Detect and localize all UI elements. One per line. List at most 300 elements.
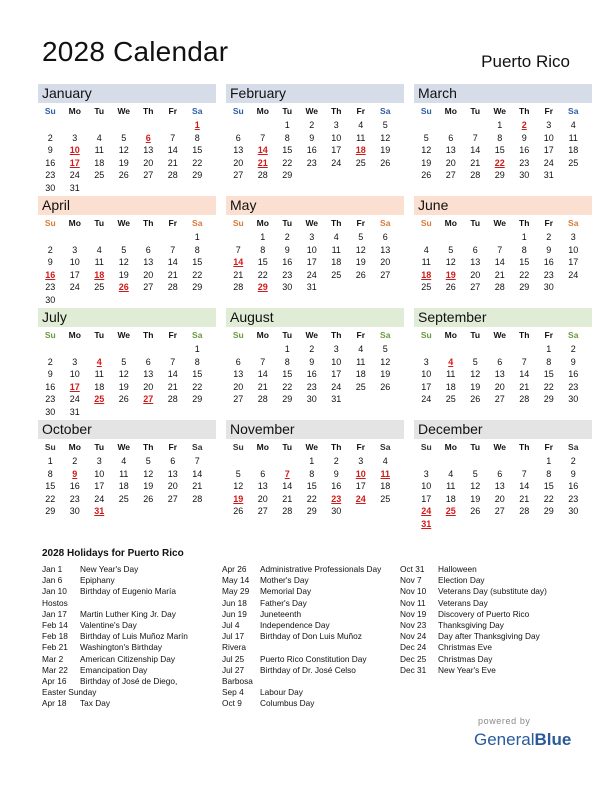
week-row bbox=[38, 368, 216, 381]
day-cell: 6 bbox=[170, 456, 176, 466]
day-cell: 2 bbox=[570, 344, 576, 354]
week-row bbox=[414, 169, 592, 182]
day-cell: 28 bbox=[257, 394, 268, 405]
week-row bbox=[226, 144, 404, 157]
day-cell: 28 bbox=[233, 282, 244, 293]
day-cell: 20 bbox=[494, 381, 505, 392]
month-name: June bbox=[414, 196, 592, 215]
weekday-header bbox=[38, 439, 216, 455]
day-cell: 26 bbox=[355, 269, 366, 280]
day-cell: 19 bbox=[470, 493, 481, 504]
day-cell: 14 bbox=[192, 468, 203, 479]
weekday-label: Mo bbox=[444, 218, 457, 228]
day-cell: 11 bbox=[446, 481, 456, 492]
day-cell: 24 bbox=[421, 394, 432, 405]
weekday-label: Th bbox=[519, 218, 530, 228]
day-cell: 23 bbox=[69, 493, 80, 504]
day-cell: 23 bbox=[519, 157, 530, 168]
day-cell: 9 bbox=[333, 468, 339, 479]
weekday-label: We bbox=[305, 330, 319, 340]
day-cell: 13 bbox=[143, 145, 154, 156]
day-cell: 24 bbox=[568, 269, 579, 280]
day-cell: 2 bbox=[333, 456, 339, 466]
day-cell: 24 bbox=[543, 157, 554, 168]
day-cell: 23 bbox=[543, 269, 554, 280]
day-cell: 5 bbox=[472, 356, 478, 367]
day-cell: 2 bbox=[72, 456, 78, 466]
holiday-name: Birthday of Eugenio María bbox=[80, 586, 176, 597]
day-cell: 14 bbox=[257, 145, 268, 156]
day-cell: 30 bbox=[45, 294, 56, 305]
holiday-name: Christmas Day bbox=[438, 653, 493, 664]
day-cell: 7 bbox=[260, 356, 266, 367]
day-cell: 7 bbox=[260, 132, 266, 143]
empty-cell bbox=[439, 343, 464, 356]
day-cell: 29 bbox=[257, 282, 268, 293]
week-row bbox=[226, 468, 404, 481]
week-row bbox=[38, 269, 216, 282]
empty-cell bbox=[161, 294, 186, 307]
day-cell: 3 bbox=[72, 244, 78, 255]
month-may bbox=[226, 196, 404, 307]
day-cell: 18 bbox=[94, 157, 105, 168]
day-cell: 7 bbox=[284, 468, 290, 479]
weekday-label: Th bbox=[331, 442, 342, 452]
day-cell: 4 bbox=[96, 356, 102, 367]
holiday-date: Jul 27 bbox=[222, 664, 245, 675]
weekday-header bbox=[226, 103, 404, 119]
empty-cell bbox=[439, 119, 464, 132]
day-cell: 9 bbox=[72, 468, 78, 479]
day-cell: 24 bbox=[421, 506, 432, 517]
weekday-label: Th bbox=[143, 442, 154, 452]
weekday-label: We bbox=[305, 218, 319, 228]
day-cell: 13 bbox=[445, 145, 456, 156]
day-cell: 11 bbox=[446, 369, 456, 380]
holiday-name: American Citizenship Day bbox=[80, 653, 175, 664]
day-cell: 11 bbox=[380, 468, 390, 479]
day-cell: 1 bbox=[194, 232, 200, 242]
day-cell: 22 bbox=[519, 269, 530, 280]
weekday-label: We bbox=[117, 106, 131, 116]
weekday-label: Th bbox=[331, 218, 342, 228]
month-july bbox=[38, 308, 216, 419]
holiday-name: Birthday of Don Luis Muñoz bbox=[260, 631, 362, 642]
weekday-label: Sa bbox=[380, 106, 391, 116]
day-cell: 17 bbox=[69, 381, 80, 392]
empty-cell bbox=[439, 455, 464, 468]
day-cell: 23 bbox=[306, 157, 317, 168]
day-cell: 2 bbox=[546, 232, 552, 242]
day-cell: 9 bbox=[47, 145, 53, 156]
weekday-label: Fr bbox=[356, 330, 365, 340]
day-cell: 10 bbox=[421, 369, 432, 380]
day-cell: 15 bbox=[282, 369, 293, 380]
day-cell: 28 bbox=[519, 394, 530, 405]
weekday-label: Mo bbox=[256, 218, 269, 228]
holiday-date: Jul 25 bbox=[222, 653, 245, 664]
day-cell: 12 bbox=[355, 244, 366, 255]
day-cell: 14 bbox=[470, 145, 481, 156]
day-cell: 18 bbox=[568, 145, 579, 156]
day-cell: 29 bbox=[192, 282, 203, 293]
month-june bbox=[414, 196, 592, 307]
week-row bbox=[414, 381, 592, 394]
day-cell: 13 bbox=[470, 257, 481, 268]
holiday-name-continued: Easter Sunday bbox=[42, 687, 97, 698]
holiday-item bbox=[400, 665, 576, 676]
day-cell: 27 bbox=[233, 170, 244, 181]
weekday-label: We bbox=[493, 106, 507, 116]
holiday-name-continued: Barbosa bbox=[222, 676, 253, 687]
weekday-label: Mo bbox=[256, 330, 269, 340]
day-cell: 11 bbox=[94, 369, 104, 380]
week-row bbox=[38, 157, 216, 170]
day-cell: 15 bbox=[306, 481, 317, 492]
day-cell: 20 bbox=[445, 157, 456, 168]
week-row bbox=[38, 356, 216, 369]
weekday-label: Su bbox=[232, 218, 244, 228]
day-cell: 8 bbox=[521, 244, 527, 255]
day-cell: 28 bbox=[282, 506, 293, 517]
weekday-label: Th bbox=[519, 442, 530, 452]
day-cell: 8 bbox=[194, 356, 200, 367]
day-cell: 2 bbox=[309, 120, 315, 130]
day-cell: 19 bbox=[355, 257, 366, 268]
day-cell: 25 bbox=[94, 282, 105, 293]
weekday-label: Sa bbox=[568, 330, 579, 340]
day-cell: 2 bbox=[309, 344, 315, 354]
holiday-item bbox=[400, 642, 576, 653]
day-cell: 29 bbox=[543, 394, 554, 405]
day-cell: 11 bbox=[356, 356, 366, 367]
weekday-label: Mo bbox=[68, 218, 81, 228]
weekday-header bbox=[226, 215, 404, 231]
day-cell: 30 bbox=[282, 282, 293, 293]
day-cell: 4 bbox=[358, 344, 364, 354]
day-cell: 15 bbox=[192, 369, 203, 380]
day-cell: 9 bbox=[570, 356, 576, 367]
day-cell: 25 bbox=[94, 170, 105, 181]
month-name: October bbox=[38, 420, 216, 439]
day-cell: 19 bbox=[421, 157, 432, 168]
day-cell: 19 bbox=[380, 145, 391, 156]
brand-logo[interactable] bbox=[474, 730, 571, 750]
day-cell: 14 bbox=[494, 257, 505, 268]
day-cell: 14 bbox=[519, 369, 530, 380]
day-cell: 5 bbox=[382, 120, 388, 130]
weekday-label: Su bbox=[420, 218, 432, 228]
holiday-name: Puerto Rico Constitution Day bbox=[260, 653, 367, 664]
day-cell: 13 bbox=[257, 481, 268, 492]
day-cell: 25 bbox=[445, 394, 456, 405]
weekday-label: Sa bbox=[192, 442, 203, 452]
empty-cell bbox=[87, 406, 112, 419]
holiday-item bbox=[400, 564, 576, 575]
day-cell: 5 bbox=[448, 244, 454, 255]
day-cell: 30 bbox=[45, 182, 56, 193]
empty-cell bbox=[112, 182, 137, 195]
day-cell: 12 bbox=[421, 145, 432, 156]
weekday-label: Fr bbox=[544, 106, 553, 116]
empty-cell bbox=[161, 406, 186, 419]
day-cell: 8 bbox=[284, 356, 290, 367]
empty-cell bbox=[463, 231, 488, 244]
week-row bbox=[414, 119, 592, 132]
day-cell: 20 bbox=[380, 257, 391, 268]
day-cell: 12 bbox=[118, 257, 129, 268]
day-cell: 15 bbox=[192, 145, 203, 156]
month-name: March bbox=[414, 84, 592, 103]
day-cell: 7 bbox=[194, 456, 200, 466]
empty-cell bbox=[561, 169, 586, 182]
day-cell: 7 bbox=[235, 244, 241, 255]
day-cell: 20 bbox=[143, 381, 154, 392]
day-cell: 15 bbox=[45, 481, 56, 492]
holiday-date: Jan 17 bbox=[42, 608, 67, 619]
empty-cell bbox=[488, 231, 513, 244]
day-cell: 8 bbox=[47, 468, 53, 479]
empty-cell bbox=[87, 182, 112, 195]
weekday-label: Th bbox=[143, 218, 154, 228]
day-cell: 12 bbox=[470, 369, 481, 380]
weekday-label: We bbox=[305, 442, 319, 452]
day-cell: 7 bbox=[521, 468, 527, 479]
day-cell: 26 bbox=[380, 381, 391, 392]
week-row bbox=[38, 244, 216, 257]
holiday-date: Jun 19 bbox=[222, 608, 247, 619]
day-cell: 20 bbox=[233, 381, 244, 392]
month-march bbox=[414, 84, 592, 195]
day-cell: 25 bbox=[355, 381, 366, 392]
holiday-name: Martin Luther King Jr. Day bbox=[80, 608, 176, 619]
calendar-grid bbox=[38, 84, 579, 529]
empty-cell bbox=[136, 231, 161, 244]
week-row bbox=[226, 381, 404, 394]
day-cell: 3 bbox=[333, 120, 339, 130]
day-cell: 14 bbox=[519, 481, 530, 492]
empty-cell bbox=[488, 518, 513, 531]
day-cell: 31 bbox=[331, 394, 342, 405]
holiday-name: Christmas Eve bbox=[438, 642, 492, 653]
day-cell: 21 bbox=[192, 481, 203, 492]
empty-cell bbox=[439, 518, 464, 531]
empty-cell bbox=[38, 119, 63, 132]
week-row bbox=[38, 169, 216, 182]
month-august bbox=[226, 308, 404, 419]
holiday-item bbox=[400, 586, 576, 597]
holiday-name: Veterans Day bbox=[438, 597, 488, 608]
day-cell: 4 bbox=[448, 468, 454, 479]
day-cell: 17 bbox=[94, 481, 105, 492]
weekday-label: We bbox=[305, 106, 319, 116]
month-february bbox=[226, 84, 404, 195]
day-cell: 19 bbox=[380, 369, 391, 380]
day-cell: 26 bbox=[118, 170, 129, 181]
day-cell: 10 bbox=[306, 244, 317, 255]
holiday-item bbox=[222, 654, 398, 665]
holiday-date: Apr 26 bbox=[222, 564, 247, 574]
day-cell: 28 bbox=[470, 170, 481, 181]
day-cell: 17 bbox=[421, 381, 432, 392]
weekday-label: Sa bbox=[568, 442, 579, 452]
empty-cell bbox=[136, 294, 161, 307]
day-cell: 18 bbox=[118, 481, 129, 492]
day-cell: 16 bbox=[543, 257, 554, 268]
weekday-label: Tu bbox=[94, 442, 105, 452]
holiday-name: Labour Day bbox=[260, 687, 303, 698]
day-cell: 17 bbox=[69, 157, 80, 168]
empty-cell bbox=[63, 119, 88, 132]
weekday-label: Mo bbox=[256, 106, 269, 116]
weekday-label: We bbox=[493, 442, 507, 452]
weekday-label: We bbox=[117, 218, 131, 228]
week-row bbox=[414, 368, 592, 381]
holiday-name: Memorial Day bbox=[260, 586, 312, 597]
weekday-label: Mo bbox=[68, 330, 81, 340]
day-cell: 8 bbox=[194, 132, 200, 143]
day-cell: 21 bbox=[282, 493, 293, 504]
day-cell: 10 bbox=[355, 468, 366, 479]
day-cell: 7 bbox=[170, 132, 176, 143]
holiday-item bbox=[42, 575, 218, 586]
week-row bbox=[414, 281, 592, 294]
week-row bbox=[226, 244, 404, 257]
weekday-label: Tu bbox=[94, 218, 105, 228]
week-row bbox=[414, 518, 592, 531]
day-cell: 26 bbox=[143, 493, 154, 504]
weekday-header bbox=[414, 439, 592, 455]
day-cell: 27 bbox=[143, 282, 154, 293]
holiday-column-2 bbox=[222, 564, 398, 710]
holiday-name: Birthday of Luis Muñoz Marín bbox=[80, 631, 188, 642]
day-cell: 22 bbox=[192, 269, 203, 280]
day-cell: 13 bbox=[143, 257, 154, 268]
empty-cell bbox=[112, 119, 137, 132]
day-cell: 5 bbox=[145, 456, 151, 466]
day-cell: 6 bbox=[145, 132, 151, 143]
day-cell: 2 bbox=[47, 132, 53, 143]
day-cell: 2 bbox=[47, 356, 53, 367]
holiday-name: Tax Day bbox=[80, 698, 110, 709]
week-row bbox=[226, 505, 404, 518]
day-cell: 15 bbox=[543, 369, 554, 380]
empty-cell bbox=[161, 231, 186, 244]
weekday-label: Sa bbox=[380, 330, 391, 340]
day-cell: 10 bbox=[331, 356, 342, 367]
holiday-item bbox=[222, 598, 398, 609]
empty-cell bbox=[112, 505, 137, 518]
day-cell: 14 bbox=[257, 369, 268, 380]
day-cell: 31 bbox=[69, 406, 80, 417]
empty-cell bbox=[87, 119, 112, 132]
day-cell: 6 bbox=[472, 244, 478, 255]
day-cell: 27 bbox=[470, 282, 481, 293]
day-cell: 16 bbox=[331, 481, 342, 492]
week-row bbox=[38, 343, 216, 356]
day-cell: 4 bbox=[358, 120, 364, 130]
week-row bbox=[226, 368, 404, 381]
day-cell: 15 bbox=[519, 257, 530, 268]
weekday-label: Su bbox=[44, 330, 56, 340]
day-cell: 24 bbox=[306, 269, 317, 280]
day-cell: 3 bbox=[333, 344, 339, 354]
day-cell: 4 bbox=[333, 232, 339, 242]
day-cell: 12 bbox=[380, 132, 391, 143]
holiday-item bbox=[222, 575, 398, 586]
day-cell: 20 bbox=[143, 269, 154, 280]
day-cell: 14 bbox=[167, 145, 178, 156]
weekday-label: Tu bbox=[470, 218, 481, 228]
day-cell: 17 bbox=[331, 145, 342, 156]
day-cell: 29 bbox=[192, 170, 203, 181]
day-cell: 6 bbox=[382, 232, 388, 242]
day-cell: 9 bbox=[47, 257, 53, 268]
empty-cell bbox=[463, 119, 488, 132]
day-cell: 3 bbox=[423, 356, 429, 367]
day-cell: 7 bbox=[170, 244, 176, 255]
day-cell: 16 bbox=[69, 481, 80, 492]
day-cell: 13 bbox=[494, 369, 505, 380]
empty-cell bbox=[185, 505, 210, 518]
day-cell: 31 bbox=[69, 182, 80, 193]
weekday-label: Sa bbox=[380, 442, 391, 452]
day-cell: 23 bbox=[568, 381, 579, 392]
day-cell: 31 bbox=[94, 506, 105, 517]
day-cell: 27 bbox=[143, 394, 154, 405]
holiday-name: Thanksgiving Day bbox=[438, 620, 504, 631]
day-cell: 27 bbox=[233, 394, 244, 405]
holiday-name: Father's Day bbox=[260, 597, 307, 608]
day-cell: 15 bbox=[494, 145, 505, 156]
holiday-item bbox=[42, 676, 218, 687]
week-row bbox=[414, 231, 592, 244]
day-cell: 28 bbox=[167, 282, 178, 293]
holiday-date: May 29 bbox=[222, 586, 250, 597]
day-cell: 6 bbox=[145, 244, 151, 255]
day-cell: 4 bbox=[382, 456, 388, 466]
day-cell: 21 bbox=[167, 381, 178, 392]
day-cell: 6 bbox=[497, 356, 503, 367]
holiday-item bbox=[42, 564, 218, 575]
day-cell: 25 bbox=[568, 157, 579, 168]
day-cell: 29 bbox=[494, 170, 505, 181]
weekday-label: Fr bbox=[356, 106, 365, 116]
weekday-label: Sa bbox=[380, 218, 391, 228]
day-cell: 31 bbox=[306, 282, 317, 293]
day-cell: 19 bbox=[445, 269, 456, 280]
day-cell: 1 bbox=[194, 344, 200, 354]
weekday-label: Su bbox=[44, 106, 56, 116]
empty-cell bbox=[226, 343, 251, 356]
day-cell: 13 bbox=[380, 244, 391, 255]
holiday-item bbox=[222, 609, 398, 620]
day-cell: 24 bbox=[331, 381, 342, 392]
holiday-item bbox=[42, 654, 218, 665]
week-row bbox=[226, 480, 404, 493]
day-cell: 19 bbox=[143, 481, 154, 492]
week-row bbox=[226, 119, 404, 132]
week-row bbox=[226, 455, 404, 468]
day-cell: 5 bbox=[121, 356, 127, 367]
day-cell: 25 bbox=[118, 493, 129, 504]
holiday-name: Birthday of Dr. José Celso bbox=[260, 664, 356, 675]
holiday-item bbox=[222, 687, 398, 698]
day-cell: 4 bbox=[121, 456, 127, 466]
empty-cell bbox=[38, 343, 63, 356]
holiday-date: Mar 2 bbox=[42, 653, 64, 664]
holiday-date: Apr 16 bbox=[42, 676, 67, 687]
